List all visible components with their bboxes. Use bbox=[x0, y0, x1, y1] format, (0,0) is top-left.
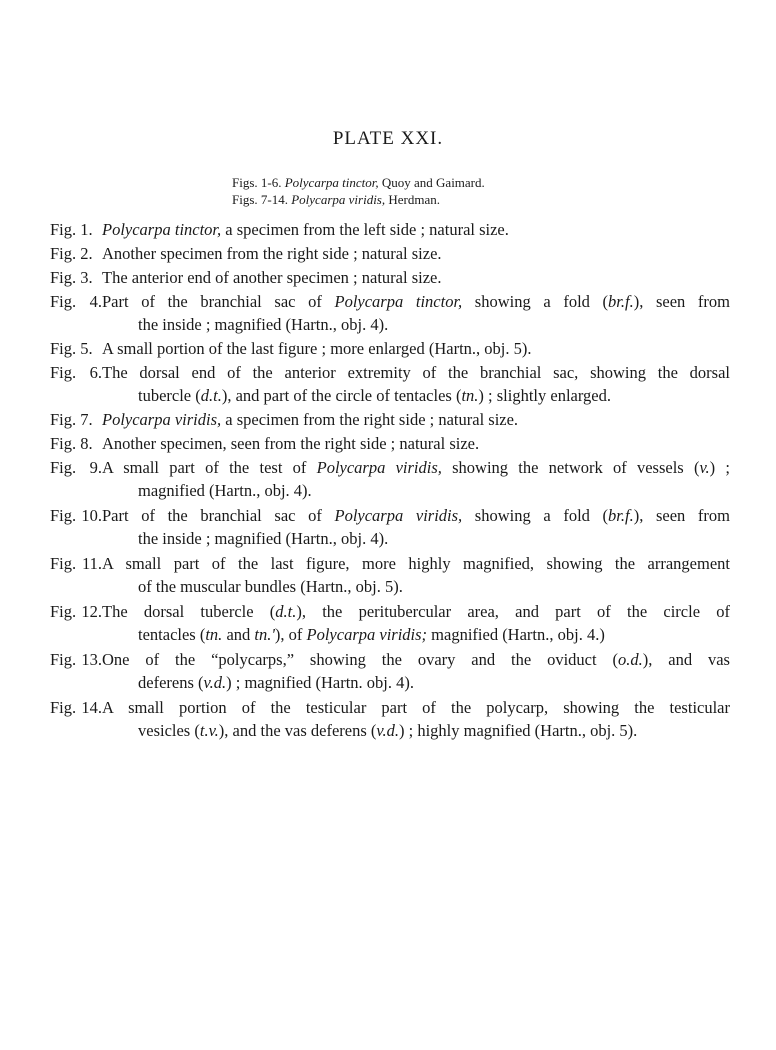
caption-italic: Polycarpa viridis, bbox=[102, 410, 222, 429]
figs-range: Figs. 1-6. bbox=[232, 175, 282, 190]
caption-continuation bbox=[50, 719, 730, 742]
figure-caption-5 bbox=[50, 337, 730, 360]
figure-label: Fig. 10. bbox=[50, 506, 102, 525]
caption-text: ) ; highly magnified (Hartn., obj. 5). bbox=[399, 721, 638, 740]
caption-text: showing the network of vessels ( bbox=[441, 458, 700, 477]
species-line-1 bbox=[232, 175, 485, 191]
species-name: Polycarpa viridis, bbox=[291, 192, 386, 207]
caption-text: vesicles ( bbox=[138, 721, 200, 740]
figure-label: Fig. 4. bbox=[50, 292, 102, 311]
caption-text: ) ; magnified (Hartn. obj. 4). bbox=[226, 673, 414, 692]
figs-range: Figs. 7-14. bbox=[232, 192, 288, 207]
caption-italic: o.d. bbox=[617, 650, 643, 669]
caption-continuation: the inside ; magnified (Hartn., obj. 4). bbox=[138, 529, 389, 548]
figure-label: Fig. 12. bbox=[50, 602, 102, 621]
caption-italic: Polycarpa viridis, bbox=[334, 506, 463, 525]
caption-text: The dorsal tubercle ( bbox=[102, 602, 276, 621]
figure-caption-4 bbox=[50, 290, 730, 336]
caption-continuation bbox=[50, 623, 730, 646]
figure-label: Fig. 7. bbox=[50, 410, 93, 429]
caption-italic: tn.' bbox=[254, 625, 275, 644]
caption-text: ), and vas bbox=[642, 650, 730, 669]
figure-label: Fig. 13. bbox=[50, 650, 102, 669]
caption-text: a specimen from the left side ; natural size. bbox=[221, 220, 509, 239]
caption-text: tentacles ( bbox=[138, 625, 206, 644]
caption-text: ), and part of the circle of tentacles ( bbox=[221, 386, 462, 405]
caption-text: tubercle ( bbox=[138, 386, 201, 405]
caption-italic: d.t. bbox=[200, 386, 222, 405]
figure-label: Fig. 6. bbox=[50, 363, 102, 382]
caption-text: Part of the branchial sac of bbox=[102, 506, 335, 525]
caption-text: ), seen from bbox=[633, 292, 730, 311]
species-author: Quoy and Gaimard. bbox=[381, 175, 485, 190]
figure-label: Fig. 11. bbox=[50, 554, 102, 573]
caption-text: and bbox=[222, 625, 255, 644]
caption-text: ), and the vas deferens ( bbox=[218, 721, 377, 740]
figure-label: Fig. 5. bbox=[50, 339, 93, 358]
caption-italic: Polycarpa tinctor, bbox=[334, 292, 463, 311]
caption-text: The anterior end of another specimen ; natural size. bbox=[102, 268, 442, 287]
caption-text: A small part of the last figure, more highly magnified, showing the arrangement bbox=[102, 554, 730, 573]
caption-text: A small portion of the last figure ; more enlarged (Hartn., obj. 5). bbox=[102, 339, 532, 358]
caption-text: magnified (Hartn., obj. 4.) bbox=[427, 625, 605, 644]
figure-label: Fig. 9. bbox=[50, 458, 102, 477]
figure-caption-8 bbox=[50, 432, 730, 455]
caption-text: Another specimen from the right side ; natural size. bbox=[102, 244, 442, 263]
caption-text: A small part of the test of bbox=[102, 458, 317, 477]
caption-text: ), of bbox=[274, 625, 307, 644]
figure-caption-13 bbox=[50, 648, 730, 694]
figure-caption-10 bbox=[50, 504, 730, 550]
species-line-2 bbox=[232, 192, 440, 208]
caption-continuation bbox=[50, 671, 730, 694]
caption-text: ), the peritubercular area, and part of the circle of bbox=[296, 602, 730, 621]
caption-italic: tn. bbox=[461, 386, 479, 405]
caption-text: showing a fold ( bbox=[462, 292, 609, 311]
caption-text: showing a fold ( bbox=[462, 506, 609, 525]
caption-text: Part of the branchial sac of bbox=[102, 292, 335, 311]
figure-label: Fig. 14. bbox=[50, 698, 102, 717]
caption-italic: Polycarpa viridis; bbox=[306, 625, 428, 644]
caption-continuation: the inside ; magnified (Hartn., obj. 4). bbox=[138, 315, 389, 334]
figure-caption-1 bbox=[50, 218, 730, 241]
caption-italic: tn. bbox=[205, 625, 223, 644]
caption-text: One of the “polycarps,” showing the ovary and the oviduct ( bbox=[102, 650, 618, 669]
figure-caption-3 bbox=[50, 266, 730, 289]
caption-continuation: magnified (Hartn., obj. 4). bbox=[138, 481, 312, 500]
figure-caption-6 bbox=[50, 361, 730, 407]
caption-italic: Polycarpa viridis, bbox=[316, 458, 442, 477]
caption-continuation bbox=[50, 384, 730, 407]
figure-caption-7 bbox=[50, 408, 730, 431]
caption-continuation: of the muscular bundles (Hartn., obj. 5). bbox=[138, 577, 403, 596]
figure-label: Fig. 2. bbox=[50, 244, 93, 263]
figure-label: Fig. 1. bbox=[50, 220, 93, 239]
figure-caption-14 bbox=[50, 696, 730, 742]
figure-caption-11 bbox=[50, 552, 730, 598]
caption-italic: t.v. bbox=[199, 721, 219, 740]
caption-text: Another specimen, seen from the right side ; natural size. bbox=[102, 434, 480, 453]
page-title: PLATE XXI. bbox=[332, 128, 444, 149]
figure-caption-12 bbox=[50, 600, 730, 646]
caption-italic: br.f. bbox=[608, 506, 634, 525]
caption-italic: br.f. bbox=[608, 292, 634, 311]
caption-text: ), seen from bbox=[633, 506, 730, 525]
caption-text: A small portion of the testicular part of the polycarp, showing the testicular bbox=[102, 698, 730, 717]
caption-italic: v.d. bbox=[203, 673, 227, 692]
figure-caption-9 bbox=[50, 456, 730, 502]
caption-text: a specimen from the right side ; natural size. bbox=[221, 410, 519, 429]
caption-text: ) ; bbox=[709, 458, 730, 477]
species-name: Polycarpa tinctor, bbox=[284, 175, 379, 190]
caption-italic: Polycarpa tinctor, bbox=[102, 220, 222, 239]
caption-text: deferens ( bbox=[138, 673, 204, 692]
caption-text: The dorsal end of the anterior extremity of the branchial sac, showing the dorsal bbox=[102, 363, 730, 382]
caption-italic: v.d. bbox=[376, 721, 400, 740]
caption-text: ) ; slightly enlarged. bbox=[478, 386, 612, 405]
caption-italic: d.t. bbox=[275, 602, 297, 621]
caption-italic: v. bbox=[699, 458, 710, 477]
figure-label: Fig. 3. bbox=[50, 268, 93, 287]
species-author: Herdman. bbox=[388, 192, 440, 207]
figure-label: Fig. 8. bbox=[50, 434, 93, 453]
figure-caption-2 bbox=[50, 242, 730, 265]
